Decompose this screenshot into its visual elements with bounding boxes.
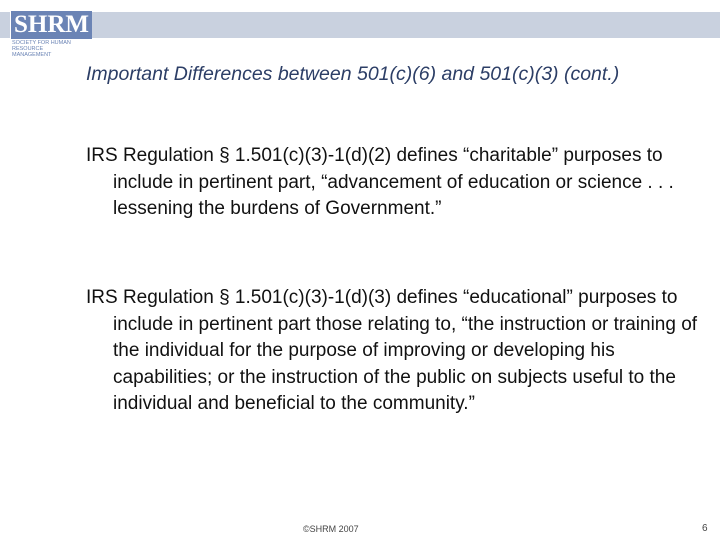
shrm-logo	[10, 10, 89, 58]
header-bar	[0, 12, 720, 38]
logo-mark: SHRM	[11, 11, 92, 39]
footer-copyright: ©SHRM 2007	[303, 524, 359, 534]
paragraph-charitable: IRS Regulation § 1.501(c)(3)-1(d)(2) defines “charitable” purposes to include in pertinent part, “advancement of education or science . . . lessening the burdens of Government.”	[86, 145, 674, 219]
page-number: 6	[702, 523, 708, 534]
paragraph-educational: IRS Regulation § 1.501(c)(3)-1(d)(3) defines “educational” purposes to include in pertinent part those relating to, “the instruction or training of the individual for the purpose of improving or developing his capabilities; or the instruction of the public on subjects useful to the individual and beneficial to the community.”	[86, 287, 698, 414]
logo-subtitle: SOCIETY FOR HUMAN RESOURCE MANAGEMENT	[12, 40, 71, 58]
slide-title: Important Differences between 501(c)(6) and 501(c)(3) (cont.)	[86, 63, 620, 85]
